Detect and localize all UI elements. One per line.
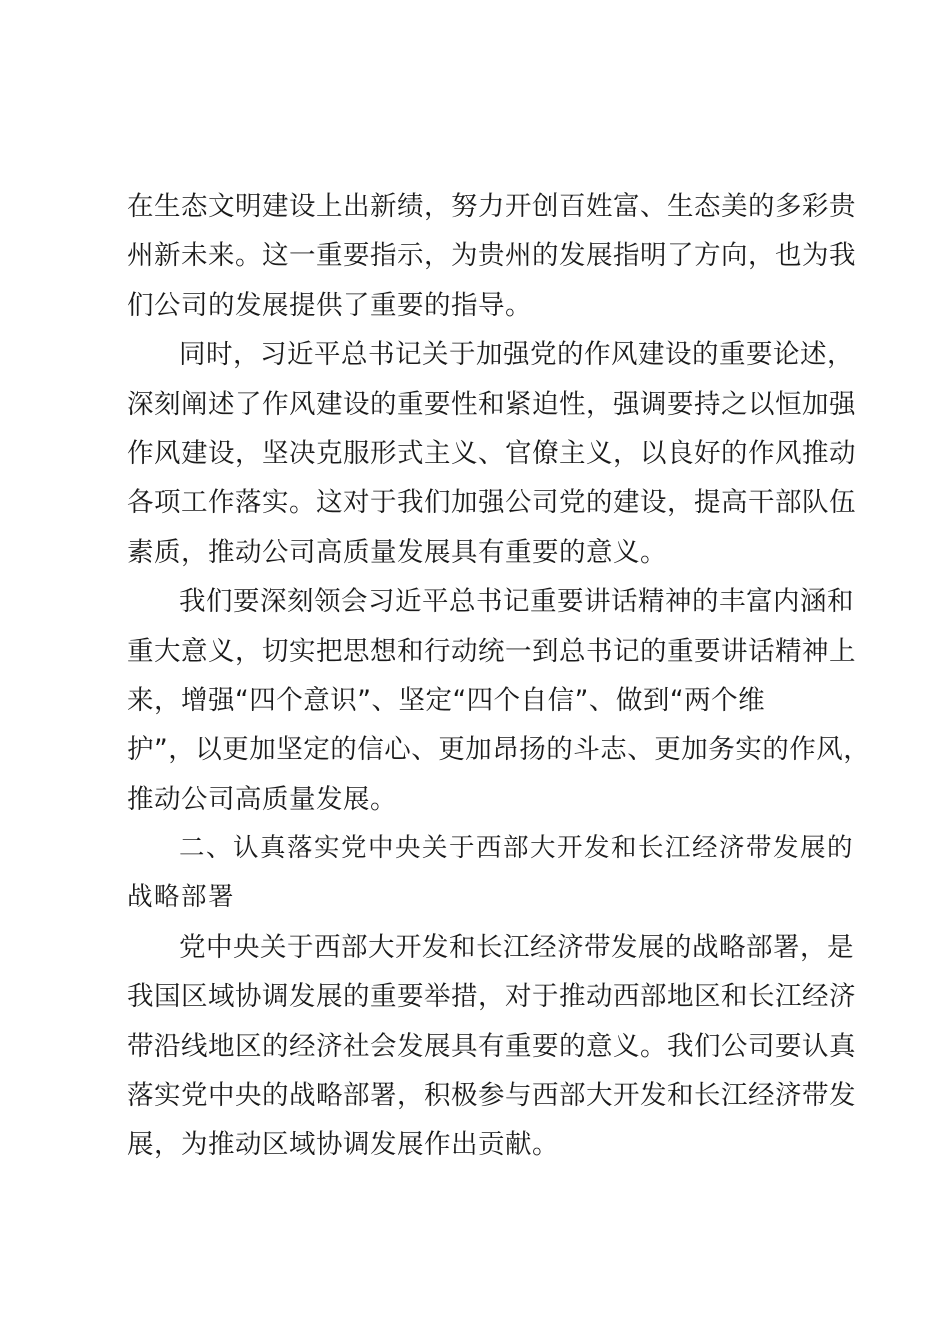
paragraph-spirit [127, 577, 871, 824]
paragraph-line: 州新未来。这一重要指示，为贵州的发展指明了方向，也为我 [127, 240, 856, 272]
paragraph-line: 落实党中央的战略部署，积极参与西部大开发和长江经济带发 [127, 1080, 856, 1112]
paragraph-style-building [127, 330, 856, 577]
paragraph-line: 深刻阐述了作风建设的重要性和紧迫性，强调要持之以恒加强 [127, 388, 856, 420]
paragraph-line: 展，为推动区域协调发展作出贡献。 [127, 1129, 559, 1161]
paragraph-line: 同时，习近平总书记关于加强党的作风建设的重要论述， [179, 339, 854, 371]
paragraph-line: 各项工作落实。这对于我们加强公司党的建设，提高干部队伍 [127, 487, 856, 519]
paragraph-line: 来，增强“四个意识”、坚定“四个自信”、做到“两个维 [127, 684, 766, 716]
paragraph-line: 我们要深刻领会习近平总书记重要讲话精神的丰富内涵和 [179, 586, 854, 618]
document-body [127, 182, 871, 1170]
paragraph-line: 护”，以更加坚定的信心、更加昂扬的斗志、更加务实的作风， [127, 734, 871, 766]
paragraph-line: 们公司的发展提供了重要的指导。 [127, 289, 532, 321]
section-heading [127, 824, 855, 923]
paragraph-line: 素质，推动公司高质量发展具有重要的意义。 [127, 536, 667, 568]
paragraph-continuation [127, 182, 856, 330]
paragraph-line: 党中央关于西部大开发和长江经济带发展的战略部署，是 [179, 931, 854, 963]
paragraph-strategy [127, 923, 856, 1170]
paragraph-line: 在生态文明建设上出新绩，努力开创百姓富、生态美的多彩贵 [127, 191, 856, 222]
paragraph-line: 我国区域协调发展的重要举措，对于推动西部地区和长江经济 [127, 981, 856, 1013]
paragraph-line: 重大意义，切实把思想和行动统一到总书记的重要讲话精神上 [127, 635, 856, 667]
heading-line: 战略部署 [127, 882, 236, 913]
heading-line: 二、认真落实党中央关于西部大开发和长江经济带发展的 [179, 833, 855, 864]
paragraph-line: 带沿线地区的经济社会发展具有重要的意义。我们公司要认真 [127, 1030, 856, 1062]
paragraph-line: 作风建设，坚决克服形式主义、官僚主义，以良好的作风推动 [127, 437, 856, 469]
paragraph-line: 推动公司高质量发展。 [127, 783, 397, 815]
